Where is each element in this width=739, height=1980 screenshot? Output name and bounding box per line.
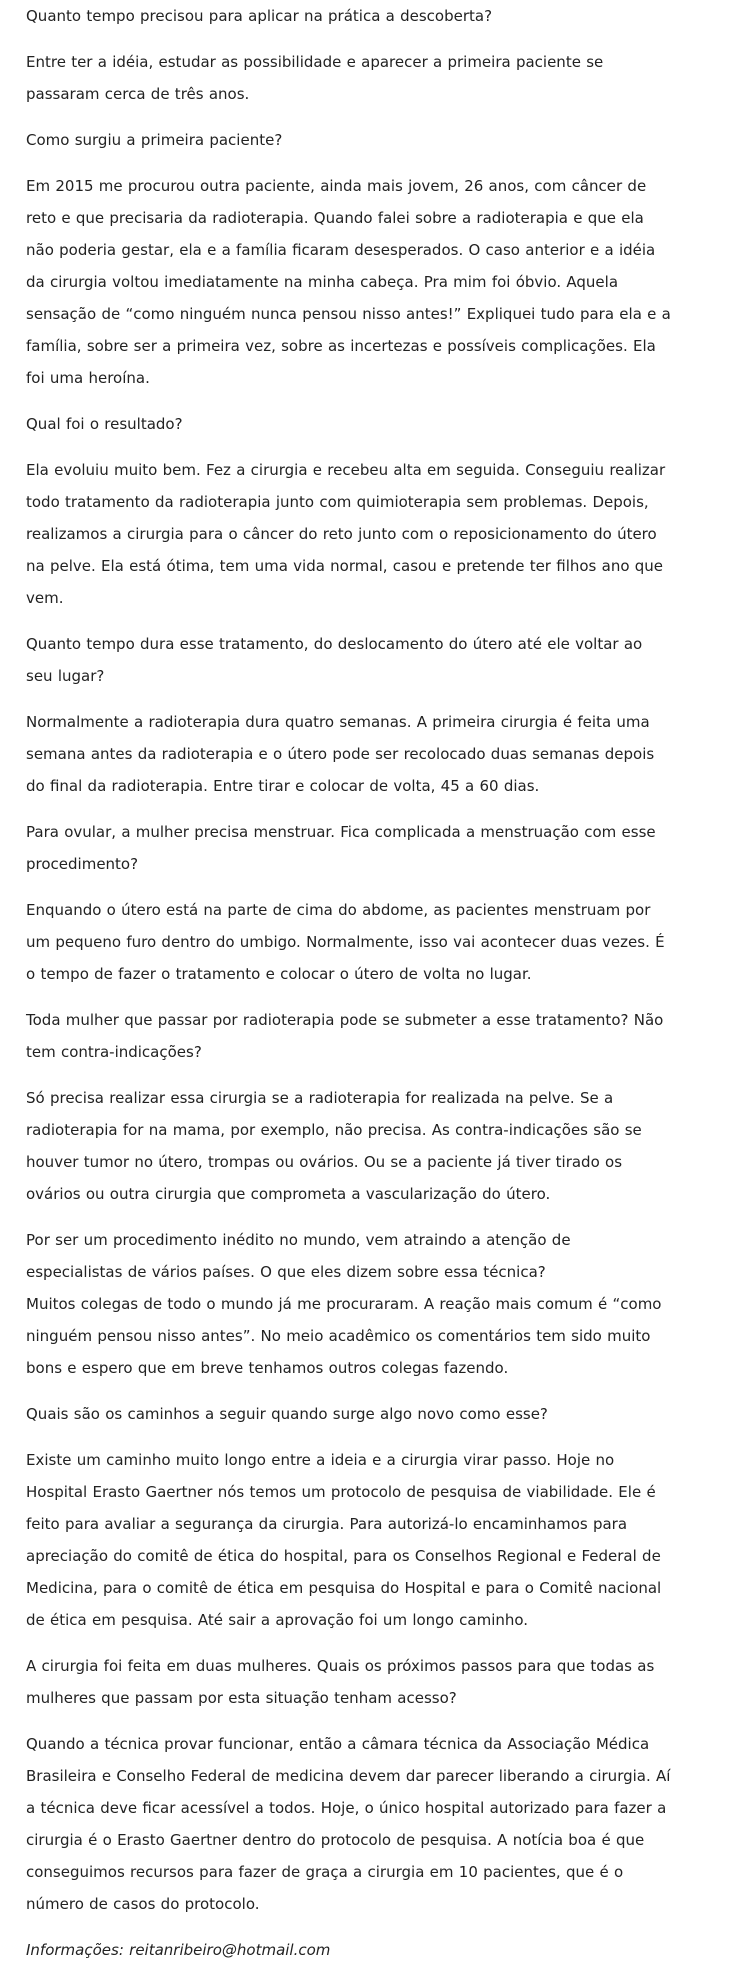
question-paragraph: Por ser um procedimento inédito no mundo, vem atraindo a atenção de especialistas de vários países. O que eles dizem sobre essa técnica? — [26, 1231, 571, 1281]
question-paragraph: Quanto tempo precisou para aplicar na prática a descoberta? — [26, 7, 493, 25]
question-paragraph: Como surgiu a primeira paciente? — [26, 131, 283, 149]
answer-paragraph: Normalmente a radioterapia dura quatro semanas. A primeira cirurgia é feita uma semana antes da radioterapia e o útero pode ser recolocado duas semanas depois do final da radioterapia. Entre tirar e colocar de volta, 45 a 60 dias. — [26, 713, 655, 795]
question-paragraph: Quais são os caminhos a seguir quando surge algo novo como esse? — [26, 1405, 548, 1423]
question-paragraph: A cirurgia foi feita em duas mulheres. Quais os próximos passos para que todas as mulheres que passam por esta situação tenham acesso? — [26, 1657, 655, 1707]
question-paragraph: Para ovular, a mulher precisa menstruar. Fica complicada a menstruação com esse procedimento? — [26, 823, 656, 873]
contact-info: Informações: reitanribeiro@hotmail.com — [26, 1941, 331, 1959]
question-paragraph: Quanto tempo dura esse tratamento, do deslocamento do útero até ele voltar ao seu lugar? — [26, 635, 643, 685]
answer-paragraph: Muitos colegas de todo o mundo já me procuraram. A reação mais comum é “como ninguém pensou nisso antes”. No meio acadêmico os comentários tem sido muito bons e espero que em breve tenhamos outros colegas fazendo. — [26, 1295, 662, 1377]
answer-paragraph: Ela evoluiu muito bem. Fez a cirurgia e recebeu alta em seguida. Conseguiu realizar todo tratamento da radioterapia junto com quimioterapia sem problemas. Depois, realizamos a cirurgia para o câncer do reto junto com o reposicionamento do útero na pelve. Ela está ótima, tem uma vida normal, casou e pretende ter filhos ano que vem. — [26, 461, 666, 607]
answer-paragraph: Em 2015 me procurou outra paciente, ainda mais jovem, 26 anos, com câncer de reto e que precisaria da radioterapia. Quando falei sobre a radioterapia e que ela não poderia gestar, ela e a família ficaram desesperados. O caso anterior e a idéia da cirurgia voltou imediatamente na minha cabeça. Pra mim foi óbvio. Aquela sensação de “como ninguém nunca pensou nisso antes!” Expliquei tudo para ela e a família, sobre ser a primeira vez, sobre as incertezas e possíveis complicações. Ela foi uma heroína. — [26, 177, 671, 387]
answer-paragraph: Enquando o útero está na parte de cima do abdome, as pacientes menstruam por um pequeno furo dentro do umbigo. Normalmente, isso vai acontecer duas vezes. É o tempo de fazer o tratamento e colocar o útero de volta no lugar. — [26, 901, 665, 983]
answer-paragraph: Entre ter a idéia, estudar as possibilidade e aparecer a primeira paciente se passaram cerca de três anos. — [26, 53, 604, 103]
question-paragraph: Toda mulher que passar por radioterapia pode se submeter a esse tratamento? Não tem contra-indicações? — [26, 1011, 664, 1061]
question-paragraph: Qual foi o resultado? — [26, 415, 183, 433]
article-body — [26, 0, 671, 1980]
answer-paragraph: Só precisa realizar essa cirurgia se a radioterapia for realizada na pelve. Se a radioterapia for na mama, por exemplo, não precisa. As contra-indicações são se houver tumor no útero, trompas ou ovários. Ou se a paciente já tiver tirado os ovários ou outra cirurgia que comprometa a vascularização do útero. — [26, 1089, 642, 1203]
answer-paragraph: Quando a técnica provar funcionar, então a câmara técnica da Associação Médica Brasileira e Conselho Federal de medicina devem dar parecer liberando a cirurgia. Aí a técnica deve ficar acessível a todos. Hoje, o único hospital autorizado para fazer a cirurgia é o Erasto Gaertner dentro do protocolo de pesquisa. A notícia boa é que conseguimos recursos para fazer de graça a cirurgia em 10 pacientes, que é o número de casos do protocolo. — [26, 1735, 671, 1913]
answer-paragraph: Existe um caminho muito longo entre a ideia e a cirurgia virar passo. Hoje no Hospital Erasto Gaertner nós temos um protocolo de pesquisa de viabilidade. Ele é feito para avaliar a segurança da cirurgia. Para autorizá-lo encaminhamos para apreciação do comitê de ética do hospital, para os Conselhos Regional e Federal de Medicina, para o comitê de ética em pesquisa do Hospital e para o Comitê nacional de ética em pesquisa. Até sair a aprovação foi um longo caminho. — [26, 1451, 662, 1629]
